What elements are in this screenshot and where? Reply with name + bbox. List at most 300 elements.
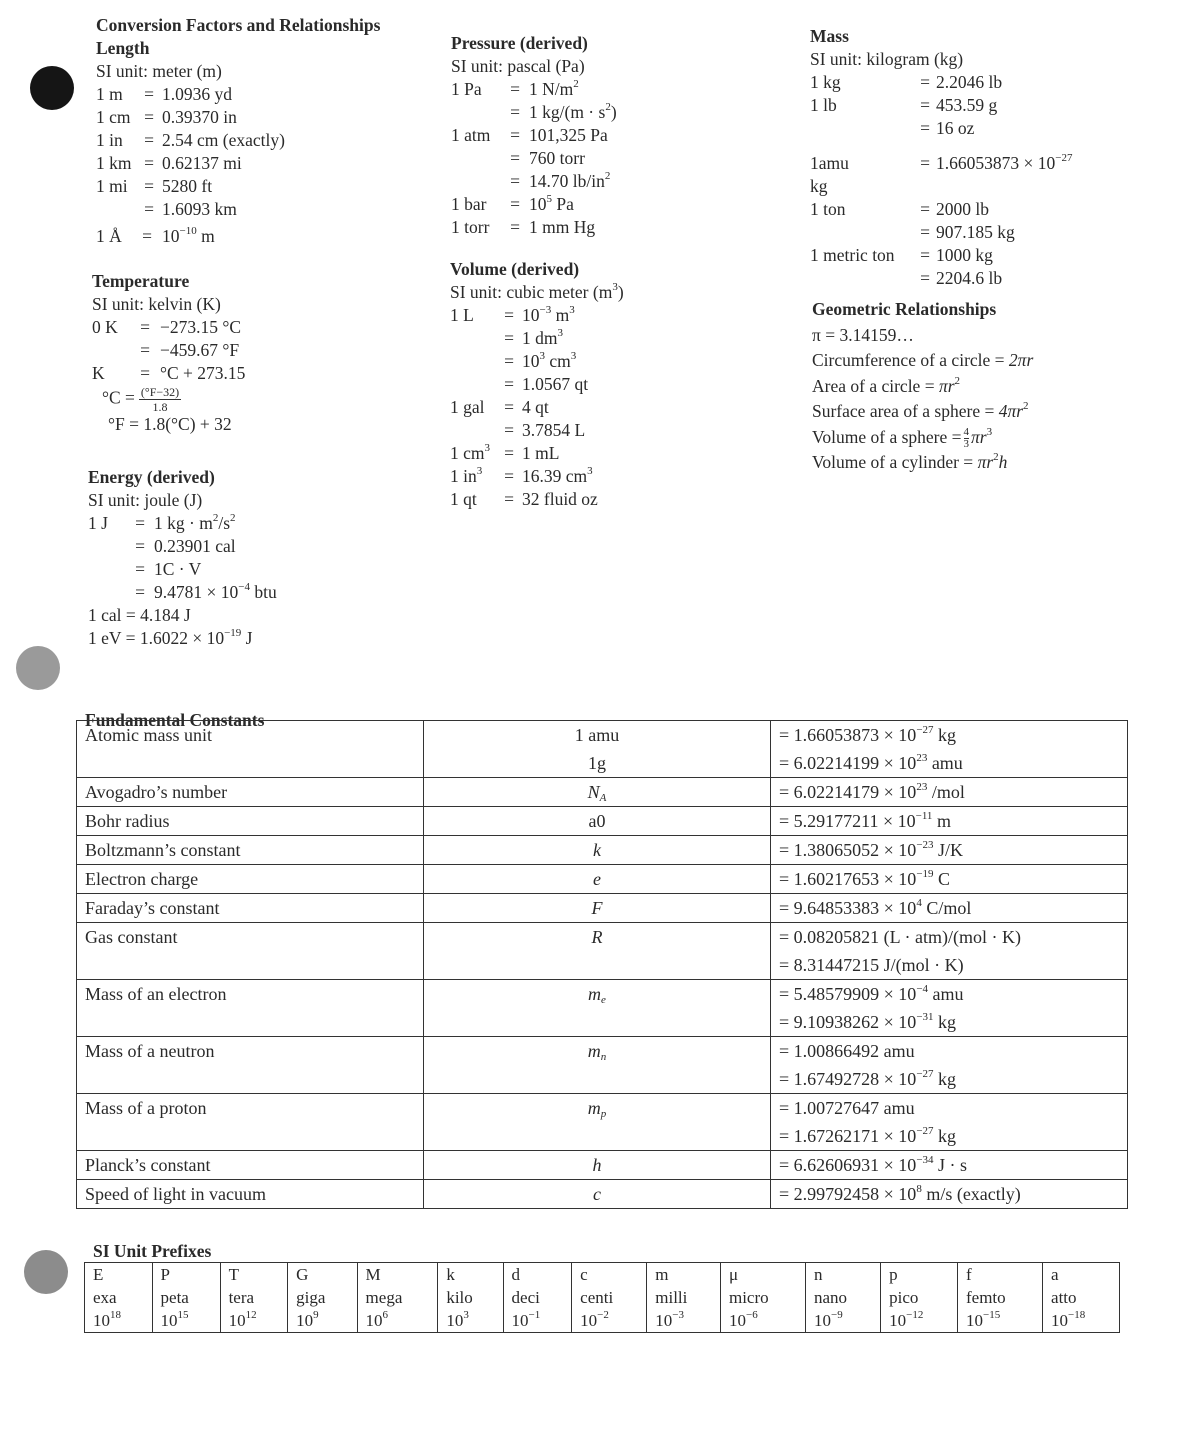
value-exponent: 23 — [916, 781, 928, 793]
value-mantissa: = 1.66053873 × 10 — [779, 725, 917, 745]
symbol-letter: m — [587, 1098, 601, 1118]
length-value: 0.39370 in — [162, 107, 237, 127]
constant-row — [77, 721, 1128, 778]
symbol-letter: m — [587, 1041, 601, 1061]
value-unit: amu — [927, 753, 963, 773]
temperature-si-unit: SI unit: kelvin (K) — [92, 294, 221, 314]
temperature-value: −273.15 °C — [160, 317, 242, 337]
constant-symbol — [424, 980, 771, 1037]
prefix-power — [503, 1309, 572, 1333]
equals: = — [140, 363, 150, 383]
prefix-power — [288, 1309, 357, 1333]
temperature-value: °C + 273.15 — [160, 363, 246, 383]
prefix-symbol: p — [881, 1263, 958, 1287]
constant-symbol — [424, 1094, 771, 1151]
energy-value: 1C · V — [154, 559, 202, 579]
value-exponent: −27 — [916, 1125, 934, 1137]
temperature-label: K — [92, 363, 105, 383]
symbol-subscript: n — [600, 1051, 607, 1063]
power-exponent: −3 — [672, 1309, 684, 1321]
equals: = — [144, 107, 154, 127]
power-exponent: −18 — [1068, 1309, 1086, 1321]
value-mantissa: = 6.62606931 × 10 — [779, 1155, 917, 1175]
power-exponent: −2 — [597, 1309, 609, 1321]
amu-kg: kg — [810, 176, 828, 196]
value-unit: C — [933, 869, 951, 889]
power-base: 10 — [1051, 1311, 1069, 1330]
constant-name: Gas constant — [77, 923, 424, 980]
prefix-name: pico — [881, 1286, 958, 1309]
constant-name: Avogadro’s number — [77, 778, 424, 807]
prefix-name: deci — [503, 1286, 572, 1309]
prefix-power — [85, 1309, 153, 1333]
prefix-name: peta — [152, 1286, 220, 1309]
prefix-power — [806, 1309, 881, 1333]
power-base: 10 — [93, 1311, 110, 1330]
constant-value-line — [779, 865, 1119, 893]
constant-value — [771, 1180, 1128, 1209]
prefix-power — [881, 1309, 958, 1333]
constant-value-line — [779, 1037, 1119, 1065]
power-base: 10 — [580, 1311, 598, 1330]
prefix-power — [152, 1309, 220, 1333]
prefix-symbol: a — [1043, 1263, 1120, 1287]
circumference-row: Circumference of a circle = 2πr — [812, 350, 1034, 370]
equals: = — [920, 118, 930, 138]
value-mantissa: = 1.67262171 × 10 — [779, 1126, 917, 1146]
prefix-symbol: T — [220, 1263, 288, 1287]
prefix-symbol: d — [503, 1263, 572, 1287]
power-exponent: 12 — [245, 1309, 257, 1321]
equals: = — [920, 199, 930, 219]
length-value: 1.6093 km — [162, 199, 237, 219]
prefixes-table — [84, 1262, 1120, 1333]
equals: = — [135, 536, 145, 556]
prefix-name: mega — [357, 1286, 438, 1309]
mass-value: 16 oz — [936, 118, 975, 138]
fahrenheit-formula: °F = 1.8(°C) + 32 — [108, 414, 232, 434]
length-label: 1 mi — [96, 176, 128, 196]
power-base: 10 — [446, 1311, 464, 1330]
volume-si-unit: SI unit: cubic meter $(m^3)$ — [450, 281, 624, 302]
value-mantissa: = 1.00866492 amu — [779, 1041, 915, 1061]
geometry-heading: Geometric Relationships — [812, 299, 997, 319]
mass-value: 2.2046 lb — [936, 72, 1003, 92]
mass-row — [810, 267, 1072, 290]
torr-mmhg-row: 1 torr = 1 mm Hg — [451, 217, 596, 237]
cylinder-volume-row: Volume of a cylinder = $\pi r^2h$ — [812, 451, 1008, 472]
mass-label: 1 metric ton — [810, 245, 895, 265]
angstrom-label: 1 Å — [96, 226, 122, 246]
constant-symbol-text: 1 amu — [574, 725, 620, 745]
constant-value — [771, 836, 1128, 865]
liter-dm3-row: = 1 $dm^3$ — [504, 327, 563, 348]
prefix-symbol: f — [958, 1263, 1043, 1287]
constant-symbol — [424, 807, 771, 836]
mass-row — [810, 221, 1072, 244]
constant-value — [771, 980, 1128, 1037]
mass-label: 1 lb — [810, 95, 837, 115]
constant-value-line — [779, 1065, 1119, 1093]
mass-row — [810, 117, 1072, 140]
gallon-row: 1 gal = 4 qt — [450, 397, 549, 417]
quart-row: 1 qt = 32 fluid oz — [450, 489, 598, 509]
equals: = — [144, 84, 154, 104]
power-base: 10 — [966, 1311, 983, 1330]
value-unit: amu — [928, 984, 964, 1004]
constant-value — [771, 894, 1128, 923]
liter-qt-row: = 1.0567 qt — [504, 374, 589, 394]
equals: = — [920, 72, 930, 92]
constant-row — [77, 1151, 1128, 1180]
constant-value — [771, 778, 1128, 807]
binder-hole-bottom — [24, 1250, 68, 1294]
temperature-row — [92, 362, 245, 385]
equals: = — [144, 153, 154, 173]
power-base: 10 — [889, 1311, 907, 1330]
circle-area-row: Area of a circle = $\pi r^2$ — [812, 374, 961, 396]
sphere-surface-row: Surface area of a sphere = $4\pi r^2$ — [812, 400, 1029, 421]
value-exponent: 8 — [916, 1183, 922, 1195]
energy-section — [88, 466, 277, 650]
mass-label — [810, 267, 914, 290]
power-exponent: 15 — [177, 1309, 189, 1321]
length-row — [96, 198, 380, 221]
prefix-power — [1043, 1309, 1120, 1333]
symbol-letter: h — [592, 1155, 602, 1175]
power-base: 10 — [365, 1311, 383, 1330]
angstrom-row — [96, 225, 380, 248]
value-mantissa: = 6.02214179 × 10 — [779, 782, 917, 802]
binder-hole-top — [30, 66, 74, 110]
prefix-power — [438, 1309, 503, 1333]
value-mantissa: = 9.64853383 × 10 — [779, 898, 917, 918]
spacer — [88, 558, 126, 581]
equals: = — [140, 317, 150, 337]
value-exponent: −11 — [915, 810, 933, 822]
value-unit: kg — [933, 1069, 957, 1089]
constant-row — [77, 980, 1128, 1037]
prefix-power — [572, 1309, 647, 1333]
symbol-letter: F — [591, 898, 603, 918]
energy-value: 0.23901 cal — [154, 536, 236, 556]
length-row — [96, 83, 380, 106]
prefix-name: centi — [572, 1286, 647, 1309]
mass-label — [810, 117, 914, 140]
value-mantissa: = 5.48579909 × 10 — [779, 984, 917, 1004]
constant-symbol — [424, 1180, 771, 1209]
constant-symbol-text: a0 — [588, 811, 606, 831]
value-exponent: −27 — [916, 1068, 934, 1080]
constant-value-line — [779, 721, 1119, 749]
pascal-row-2: = 1 $kg/(m \cdot s^2)$ — [510, 101, 617, 122]
prefixes-title: SI Unit Prefixes — [93, 1241, 212, 1261]
constant-symbol-text — [432, 778, 762, 806]
constants-table — [76, 720, 1128, 1209]
symbol-letter: c — [593, 1184, 601, 1204]
prefix-symbol: E — [85, 1263, 153, 1287]
power-exponent: −9 — [831, 1309, 843, 1321]
constant-row — [77, 807, 1128, 836]
mass-row — [810, 94, 1072, 117]
temperature-section — [92, 270, 245, 436]
temperature-row — [92, 316, 245, 339]
power-exponent: −15 — [983, 1309, 1001, 1321]
length-label: 1 km — [96, 153, 132, 173]
symbol-letter: R — [591, 927, 603, 947]
bar-row: 1 bar = $10^5$ Pa — [451, 193, 574, 214]
value-exponent: −19 — [916, 868, 934, 880]
constant-row — [77, 778, 1128, 807]
value-exponent: 23 — [916, 752, 928, 764]
value-unit: m/s (exactly) — [921, 1184, 1021, 1204]
value-exponent: −23 — [916, 839, 934, 851]
gallon-liter-row: = 3.7854 L — [504, 420, 586, 440]
symbol-letter: k — [593, 840, 601, 860]
constant-symbol-text — [432, 836, 762, 864]
value-mantissa: = 8.31447215 J/(mol · K) — [779, 955, 964, 975]
temperature-label: 0 K — [92, 317, 118, 337]
mass-value: 2000 lb — [936, 199, 989, 219]
power-exponent: 3 — [463, 1309, 469, 1321]
constant-row — [77, 1180, 1128, 1209]
value-mantissa: = 1.67492728 × 10 — [779, 1069, 917, 1089]
value-mantissa: = 1.60217653 × 10 — [779, 869, 917, 889]
constant-value — [771, 865, 1128, 894]
mass-value: 453.59 g — [936, 95, 998, 115]
in3-row: 1 $in^3$ = 16.39 $cm^3$ — [450, 465, 593, 486]
length-row — [96, 152, 380, 175]
constant-name: Mass of a proton — [77, 1094, 424, 1151]
mass-label — [810, 221, 914, 244]
length-heading: Length — [96, 38, 150, 58]
prefix-name: nano — [806, 1286, 881, 1309]
symbol-subscript: e — [601, 994, 606, 1006]
length-label — [96, 198, 136, 221]
equals: = — [142, 226, 152, 246]
constant-row — [77, 1094, 1128, 1151]
constant-value-line — [779, 951, 1119, 979]
sphere-volume-row: Volume of a sphere = $\frac{4}{3}$ $\pi r^3$ — [812, 425, 993, 450]
mass-value: 1000 kg — [936, 245, 993, 265]
constant-value — [771, 807, 1128, 836]
length-value: 5280 ft — [162, 176, 213, 196]
constant-symbol-text — [432, 923, 762, 951]
mass-label: 1 kg — [810, 72, 841, 92]
prefix-power — [720, 1309, 805, 1333]
equals: = — [920, 245, 930, 265]
length-value: 2.54 cm (exactly) — [162, 130, 285, 150]
value-unit: kg — [933, 1126, 957, 1146]
volume-heading: Volume (derived) — [450, 259, 580, 279]
length-label: 1 in — [96, 130, 123, 150]
mass-value: 2204.6 lb — [936, 268, 1003, 288]
mass-row — [810, 71, 1072, 94]
constant-value-line — [779, 894, 1119, 922]
equals: = — [144, 176, 154, 196]
volume-section — [450, 258, 624, 511]
psi-row: = 14.70 $lb/in^2$ — [510, 170, 611, 191]
prefix-name: tera — [220, 1286, 288, 1309]
prefix-symbol: μ — [720, 1263, 805, 1287]
constant-symbol — [424, 778, 771, 807]
prefix-symbol: n — [806, 1263, 881, 1287]
prefix-name: femto — [958, 1286, 1043, 1309]
value-mantissa: = 6.02214199 × 10 — [779, 753, 917, 773]
power-exponent: −12 — [906, 1309, 924, 1321]
constant-value — [771, 721, 1128, 778]
power-exponent: 18 — [110, 1309, 121, 1321]
value-exponent: −31 — [916, 1011, 934, 1023]
energy-heading: Energy (derived) — [88, 467, 215, 487]
constant-value — [771, 1094, 1128, 1151]
constant-row — [77, 1037, 1128, 1094]
power-base: 10 — [728, 1311, 746, 1330]
power-exponent: −1 — [528, 1309, 541, 1321]
pi-row: π = 3.14159… — [812, 324, 914, 345]
geometry-section — [812, 297, 1033, 476]
constant-symbol-text — [432, 1094, 762, 1122]
constant-symbol — [424, 721, 771, 778]
value-unit: kg — [933, 1012, 957, 1032]
power-base: 10 — [511, 1311, 529, 1330]
prefix-power — [958, 1309, 1043, 1333]
constant-symbol — [424, 1037, 771, 1094]
mass-label: 1 ton — [810, 199, 846, 219]
constant-row — [77, 836, 1128, 865]
amu-row: 1amu = $1.66053873 \times 10^{-27}$ — [810, 152, 1073, 173]
prefix-name: milli — [647, 1286, 721, 1309]
value-exponent: −34 — [916, 1154, 934, 1166]
power-exponent: 6 — [382, 1309, 389, 1321]
btu-row: = $9.4781 \times 10^{-4}$ btu — [135, 581, 277, 602]
temperature-row — [92, 339, 245, 362]
mass-row — [810, 244, 1072, 267]
power-base: 10 — [228, 1311, 246, 1330]
section-title: Conversion Factors and Relationships — [96, 15, 381, 35]
temperature-value: −459.67 °F — [160, 340, 240, 360]
constant-name: Faraday’s constant — [77, 894, 424, 923]
equals: = — [920, 95, 930, 115]
constant-row — [77, 894, 1128, 923]
electronvolt-row: 1 eV = $1.6022 \times 10^{-19}$ J — [88, 627, 253, 648]
value-unit: J/K — [933, 840, 964, 860]
prefix-power — [220, 1309, 288, 1333]
length-value: 0.62137 mi — [162, 153, 242, 173]
value-mantissa: = 5.29177211 × 10 — [779, 811, 916, 831]
atm-row: 1 atm = 101,325 Pa — [451, 125, 608, 145]
spacer — [88, 535, 126, 558]
constant-symbol-text — [432, 980, 762, 1008]
prefix-symbol: c — [572, 1263, 647, 1287]
constant-value-line — [779, 980, 1119, 1008]
mass-section — [810, 25, 1072, 290]
constant-value-line — [779, 749, 1119, 777]
constant-value-line — [779, 1122, 1119, 1150]
equals: = — [920, 268, 930, 288]
constant-name: Electron charge — [77, 865, 424, 894]
value-unit: /mol — [927, 782, 965, 802]
constant-symbol — [424, 1151, 771, 1180]
constant-value — [771, 1151, 1128, 1180]
pressure-section — [451, 32, 617, 239]
constant-name: Planck’s constant — [77, 1151, 424, 1180]
symbol-letter: N — [587, 782, 600, 802]
angstrom-value: $10^{-10}$ m — [162, 225, 215, 246]
mass-row — [810, 198, 1072, 221]
constant-symbol — [424, 923, 771, 980]
constant-row — [77, 865, 1128, 894]
equals: = — [920, 222, 930, 242]
mass-heading: Mass — [810, 26, 849, 46]
celsius-formula: °C = $\frac{(^\circ F-32)}{1.8}$ — [102, 385, 180, 414]
length-label: 1 cm — [96, 107, 131, 127]
power-base: 10 — [814, 1311, 832, 1330]
prefix-symbol: k — [438, 1263, 503, 1287]
constant-symbol-text — [432, 1037, 762, 1065]
pressure-si-unit: SI unit: pascal (Pa) — [451, 56, 585, 76]
temperature-label — [92, 339, 130, 362]
constant-symbol-text: 1g — [588, 753, 606, 773]
constant-symbol-text — [432, 894, 762, 922]
constant-value — [771, 923, 1128, 980]
constant-name: Boltzmann’s constant — [77, 836, 424, 865]
prefix-power — [357, 1309, 438, 1333]
prefix-power — [647, 1309, 721, 1333]
pascal-row: 1 Pa = 1 $N/m^2$ — [451, 78, 579, 99]
mass-value: 907.185 kg — [936, 222, 1015, 242]
constant-value-line — [779, 923, 1119, 951]
constant-name: Atomic mass unit — [77, 721, 424, 778]
equals: = — [144, 199, 154, 219]
liter-row: 1 L = $10^{-3}$ $m^3$ — [450, 304, 575, 325]
constant-name: Bohr radius — [77, 807, 424, 836]
value-mantissa: = 2.99792458 × 10 — [779, 1184, 917, 1204]
value-mantissa: = 1.00727647 amu — [779, 1098, 915, 1118]
prefix-name: atto — [1043, 1286, 1120, 1309]
binder-hole-middle — [16, 646, 60, 690]
power-base: 10 — [296, 1311, 314, 1330]
pressure-heading: Pressure (derived) — [451, 33, 588, 53]
constant-value-line — [779, 836, 1119, 864]
symbol-subscript: p — [600, 1108, 607, 1120]
power-base: 10 — [160, 1311, 178, 1330]
constant-symbol — [424, 894, 771, 923]
prefix-name: exa — [85, 1286, 153, 1309]
value-unit: m — [932, 811, 951, 831]
length-row — [96, 129, 380, 152]
value-mantissa: = 9.10938262 × 10 — [779, 1012, 917, 1032]
prefix-name: giga — [288, 1286, 357, 1309]
temperature-heading: Temperature — [92, 271, 190, 291]
symbol-letter: e — [593, 869, 601, 889]
prefix-symbol: m — [647, 1263, 721, 1287]
constant-value-line — [779, 807, 1119, 835]
power-exponent: −6 — [745, 1309, 758, 1321]
constant-value-line — [779, 778, 1119, 806]
torr-row: = 760 torr — [510, 148, 585, 168]
value-unit: J · s — [933, 1155, 968, 1175]
constant-value — [771, 1037, 1128, 1094]
length-section — [96, 14, 380, 248]
constant-value-line — [779, 1094, 1119, 1122]
constant-symbol-text — [432, 865, 762, 893]
energy-row — [88, 535, 277, 558]
symbol-subscript: A — [599, 792, 607, 804]
constant-value-line — [779, 1151, 1119, 1179]
value-unit: C/mol — [921, 898, 972, 918]
mass-si-unit: SI unit: kilogram (kg) — [810, 49, 964, 69]
